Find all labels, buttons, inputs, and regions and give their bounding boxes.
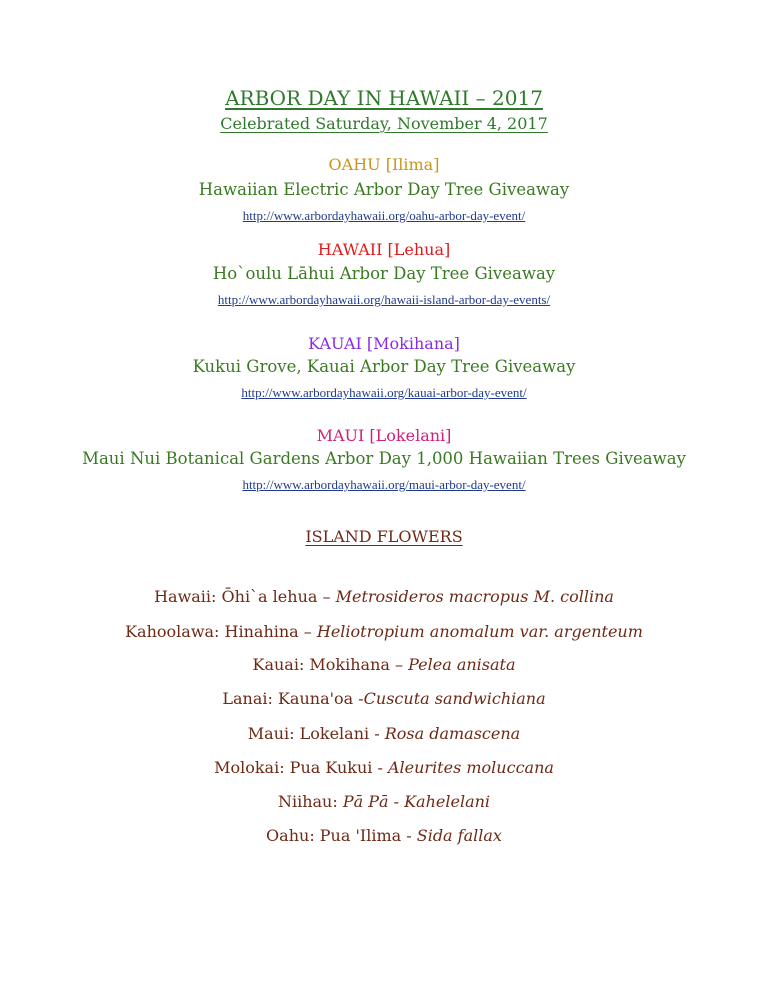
flower-scientific-name: Rosa damascena — [384, 724, 521, 743]
link-row-maui — [0, 474, 768, 493]
event-oahu: Hawaiian Electric Arbor Day Tree Giveaway — [198, 180, 570, 199]
link-row-oahu — [0, 205, 768, 224]
flower-scientific-name: Cuscuta sandwichiana — [363, 689, 546, 708]
flower-scientific-name: Metrosideros macropus M. collina — [335, 587, 614, 606]
link-row-hawaii — [0, 289, 768, 308]
event-kauai: Kukui Grove, Kauai Arbor Day Tree Giveaway — [192, 357, 576, 376]
flowers-heading: ISLAND FLOWERS — [305, 527, 463, 546]
link-row-kauai — [0, 382, 768, 401]
flower-label: Lanai: Kauna'oa - — [222, 689, 364, 708]
island-name-maui: MAUI [Lokelani] — [316, 426, 452, 445]
flower-scientific-name: Aleurites moluccana — [387, 758, 554, 777]
flower-item-lanai — [0, 689, 768, 708]
flower-scientific-name: Sida fallax — [416, 826, 502, 845]
event-link-maui[interactable]: http://www.arbordayhawaii.org/maui-arbor-day-event/ — [242, 477, 526, 492]
flower-label: Niihau: — [277, 792, 343, 811]
flower-item-molokai — [0, 758, 768, 777]
flower-label: Oahu: Pua 'Ilima - — [266, 826, 417, 845]
island-name-oahu: OAHU [Ilima] — [328, 155, 440, 174]
event-link-oahu[interactable]: http://www.arbordayhawaii.org/oahu-arbor-day-event/ — [242, 208, 526, 223]
flower-label: Kauai: Mokihana – — [252, 655, 409, 674]
event-link-hawaii[interactable]: http://www.arbordayhawaii.org/hawaii-island-arbor-day-events/ — [217, 292, 551, 307]
page-subtitle: Celebrated Saturday, November 4, 2017 — [220, 114, 548, 133]
flower-item-niihau — [0, 792, 768, 811]
island-name-hawaii: HAWAII [Lehua] — [317, 240, 451, 259]
event-maui: Maui Nui Botanical Gardens Arbor Day 1,000 Hawaiian Trees Giveaway — [82, 449, 686, 468]
flower-scientific-name: Pā Pā - Kahelelani — [342, 792, 491, 811]
flower-label: Maui: Lokelani - — [247, 724, 385, 743]
page-title: ARBOR DAY IN HAWAII – 2017 — [225, 86, 543, 110]
flower-item-maui — [0, 724, 768, 743]
event-hawaii: Ho`oulu Lāhui Arbor Day Tree Giveaway — [212, 264, 556, 283]
island-name-kauai: KAUAI [Mokihana] — [308, 334, 460, 353]
event-link-kauai[interactable]: http://www.arbordayhawaii.org/kauai-arbor-day-event/ — [241, 385, 527, 400]
flower-item-kauai — [0, 655, 768, 674]
flower-label: Kahoolawa: Hinahina – — [125, 622, 317, 641]
flower-item-kahoolawa — [0, 622, 768, 641]
flower-scientific-name: Pelea anisata — [408, 655, 516, 674]
flower-scientific-name: Heliotropium anomalum var. argenteum — [316, 622, 643, 641]
flower-item-oahu — [0, 826, 768, 845]
flower-label: Molokai: Pua Kukui - — [214, 758, 388, 777]
flower-item-hawaii — [0, 587, 768, 606]
flower-label: Hawaii: Ōhi`a lehua – — [154, 587, 336, 606]
